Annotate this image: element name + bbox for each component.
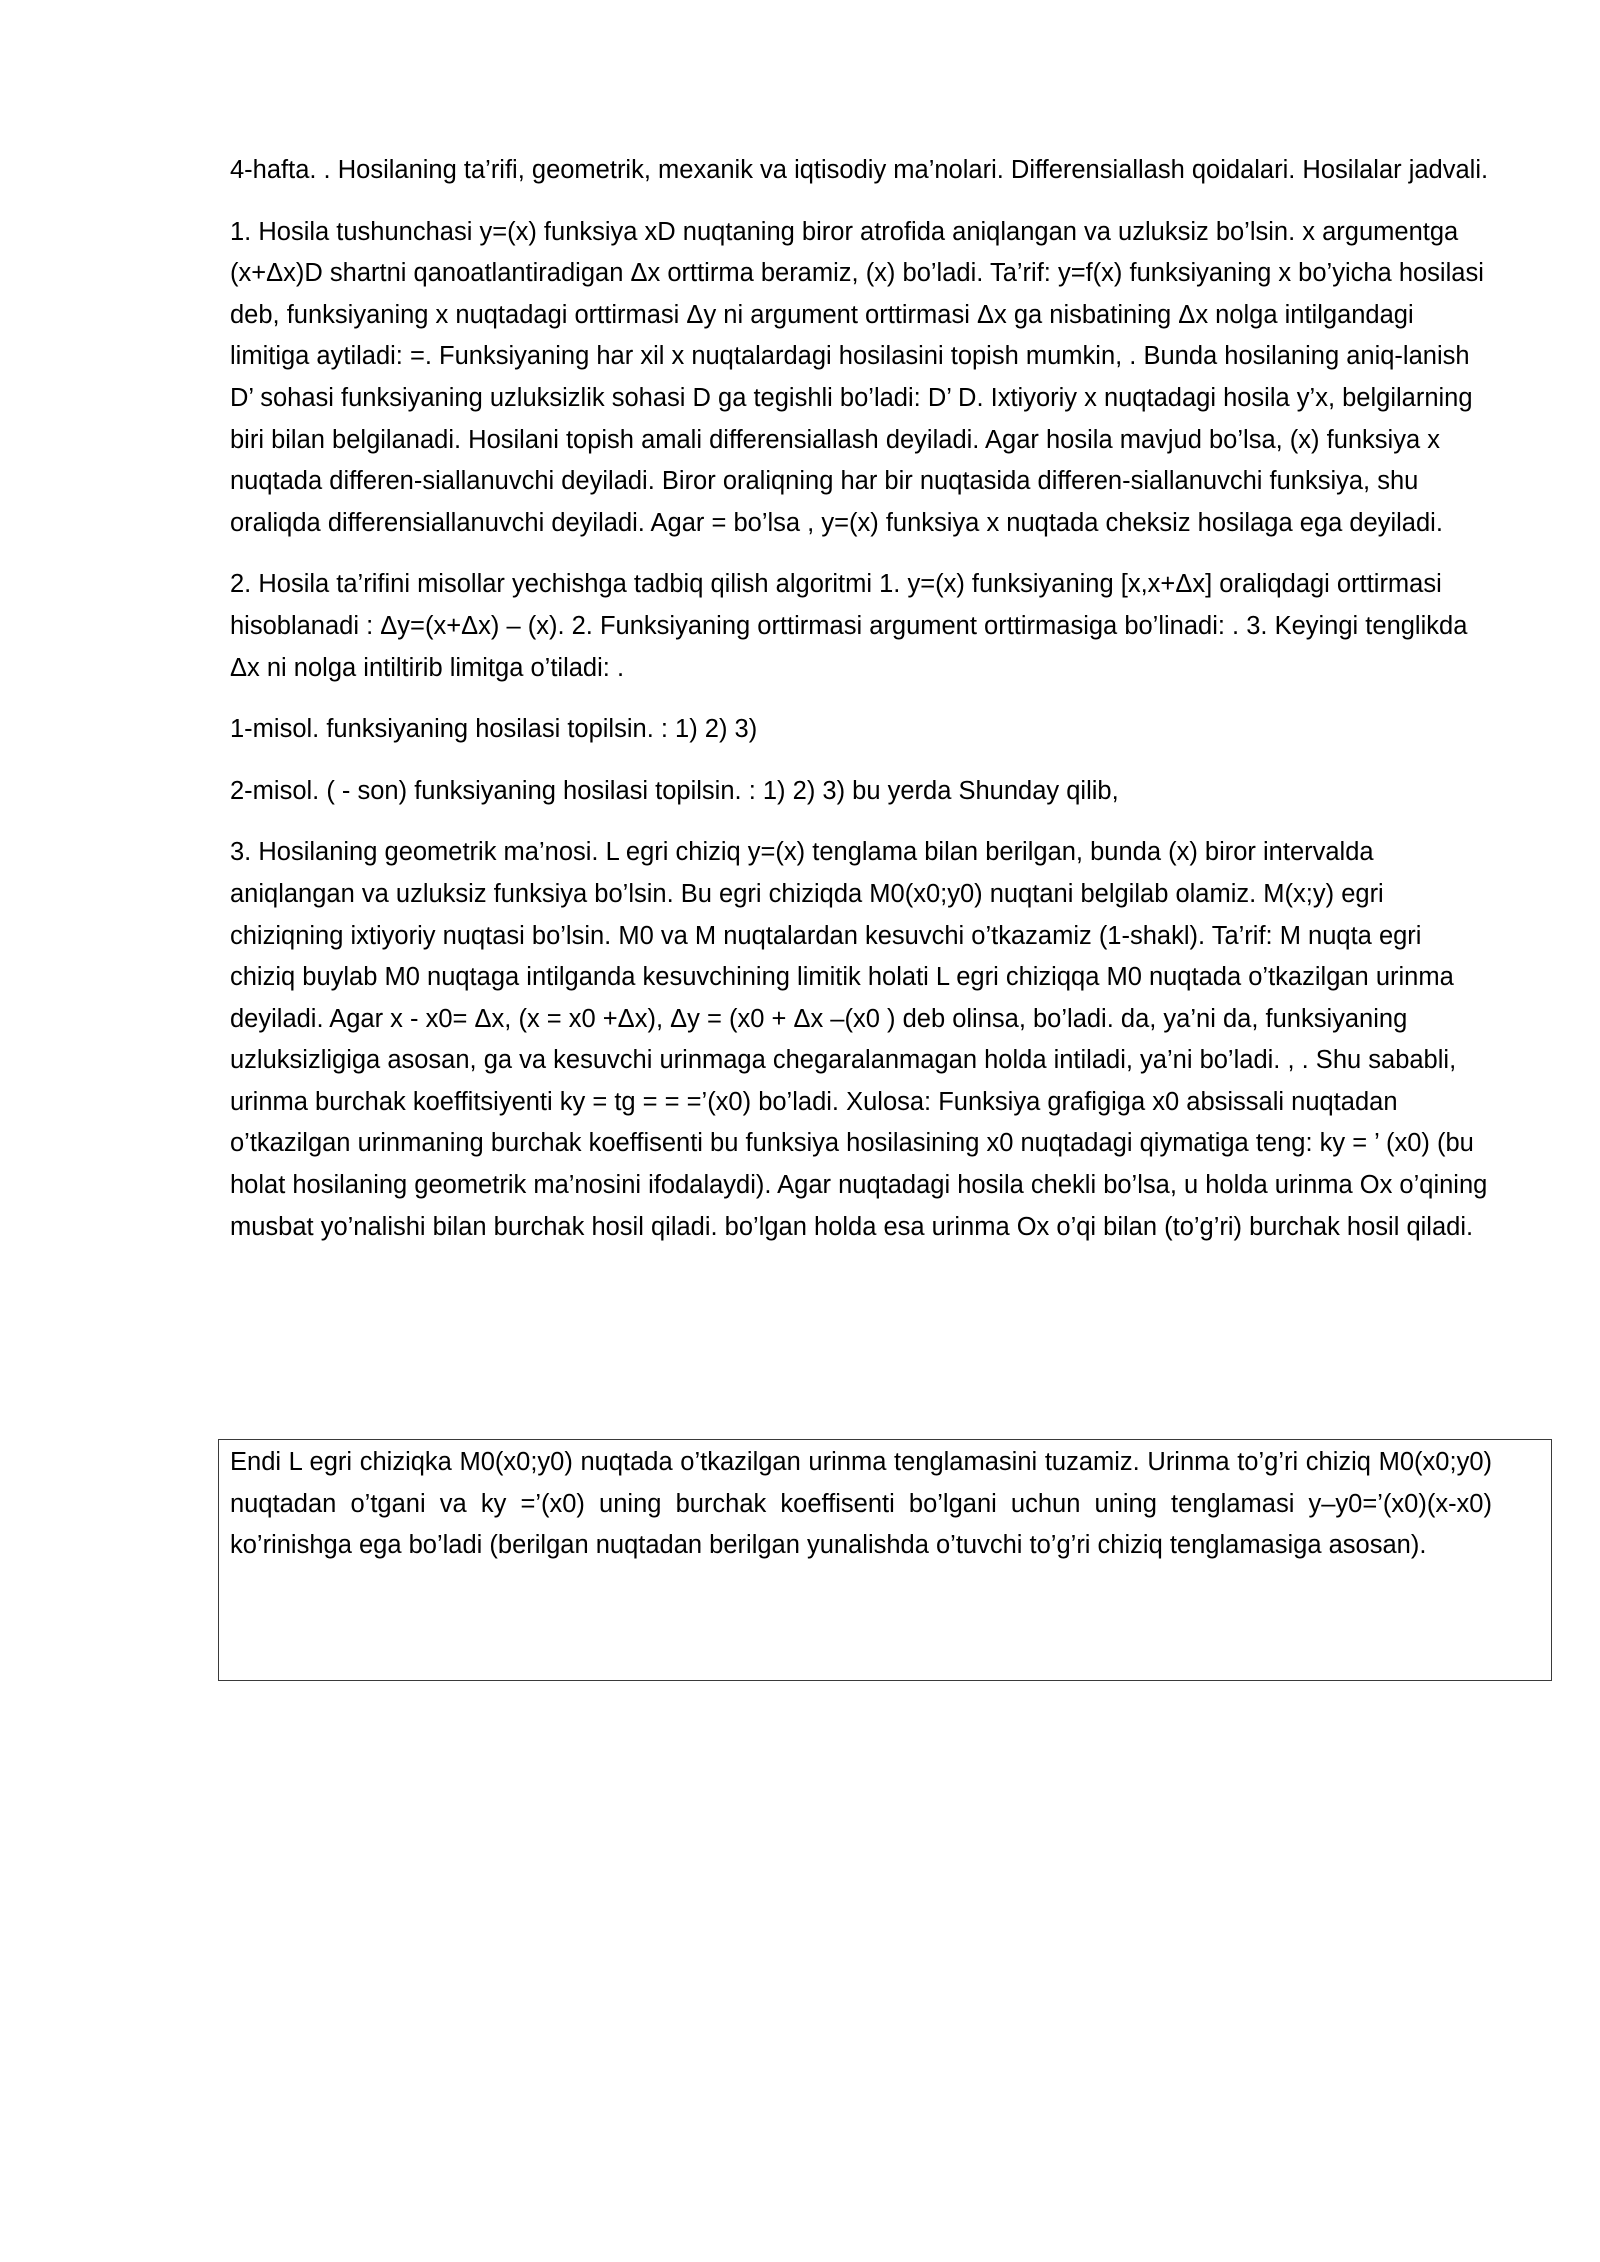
algorithm-paragraph: 2. Hosila ta’rifini misollar yechishga tadbiq qilish algoritmi 1. y=(x) funksiyaning [x,x+Δx] oraliqdagi orttirmasi hisoblanadi : Δy=(x+Δx) – (x). 2. Funksiyaning orttirmasi argument orttirmasiga bo’linadi: . 3. Keyingi tenglikda Δx ni nolga intiltirib limitga o’tiladi: . (230, 570, 1468, 682)
document-body (230, 150, 1492, 1268)
heading-paragraph: 4-hafta. . Hosilaning ta’rifi, geometrik, mexanik va iqtisodiy ma’nolari. Differensiallash qoidalari. Hosilalar jadvali. (230, 156, 1489, 184)
example-2-paragraph: 2-misol. ( - son) funksiyaning hosilasi topilsin. : 1) 2) 3) bu yerda Shunday qilib, (230, 776, 1119, 805)
example-1-paragraph: 1-misol. funksiyaning hosilasi topilsin. : 1) 2) 3) (230, 715, 758, 744)
tangent-equation-box (218, 1439, 1552, 1681)
geometric-meaning-paragraph: 3. Hosilaning geometrik ma’nosi. L egri chiziq y=(x) tenglama bilan berilgan, bunda (x) biror intervalda aniqlangan va uzluksiz funksiya bo’lsin. Bu egri chiziqda M0(x0;y0) nuqtani belgilab olamiz. M(x;y) egri chiziqning ixtiyoriy nuqtasi bo’lsin. M0 va M nuqtalardan kesuvchi o’tkazamiz (1-shakl). Ta’rif: M nuqta egri chiziq buylab M0 nuqtaga intilganda kesuvchining limitik holati L egri chiziqqa M0 nuqtada o’tkazilgan urinma deyiladi. Agar x - x0= Δx, (x = x0 +Δx), Δy = (x0 + Δx –(x0 ) deb olinsa, bo’ladi. da, ya’ni da, funksiyaning uzluksizligiga asosan, ga va kesuvchi urinmaga chegaralanmagan holda intiladi, ya’ni bo’ladi. , . Shu sababli, urinma burchak koeffitsiyenti ky = tg = = =’(x0) bo’ladi. Xulosa: Funksiya grafigiga x0 absissali nuqtadan o’tkazilgan urinmaning burchak koeffisenti bu funksiya hosilasining x0 nuqtadagi qiymatiga teng: ky = ’ (x0) (bu holat hosilaning geometrik ma’nosini ifodalaydi). Agar nuqtadagi hosila chekli bo’lsa, u holda urinma Ox o’qining musbat yo’nalishi bilan burchak hosil qiladi. bo’lgan holda esa urinma Ox o’qi bilan (to’g’ri) burchak hosil qiladi. (230, 838, 1488, 1241)
derivative-concept-paragraph: 1. Hosila tushunchasi y=(x) funksiya xD nuqtaning biror atrofida aniqlangan va uzluksiz bo’lsin. x argumentga (x+Δx)D shartni qanoatlantiradigan Δx orttirma beramiz, (x) bo’ladi. Ta’rif: y=f(x) funksiyaning x bo’yicha hosilasi deb, funksiyaning x nuqtadagi orttirmasi Δy ni argument orttirmasi Δx ga nisbatining Δx nolga intilgandagi limitiga aytiladi: =. Funksiyaning har xil x nuqtalardagi hosilasini topish mumkin, . Bunda hosilaning aniq-lanish D’ sohasi funksiyaning uzluksizlik sohasi D ga tegishli bo’ladi: D’ D. Ixtiyoriy x nuqtadagi hosila y’x, belgilarning biri bilan belgilanadi. Hosilani topish amali differensiallash deyiladi. Agar hosila mavjud bo’lsa, (x) funksiya x nuqtada differen-siallanuvchi deyiladi. Biror oraliqning har bir nuqtasida differen-siallanuvchi funksiya, shu oraliqda differensiallanuvchi deyiladi. Agar = bo’lsa , y=(x) funksiya x nuqtada cheksiz hosilaga ega deyiladi. (230, 217, 1484, 537)
tangent-equation-paragraph: Endi L egri chiziqka M0(x0;y0) nuqtada o’tkazilgan urinma tenglamasini tuzamiz. Urinma to’g’ri chiziq M0(x0;y0) nuqtadan o’tgani va ky =’(x0) uning burchak koeffisenti bo’lgani uchun uning tenglamasi y–y0=’(x0)(x-x0) ko’rinishga ega bo’ladi (berilgan nuqtadan berilgan yunalishda o’tuvchi to’g’ri chiziq tenglamasiga asosan). (230, 1448, 1492, 1560)
